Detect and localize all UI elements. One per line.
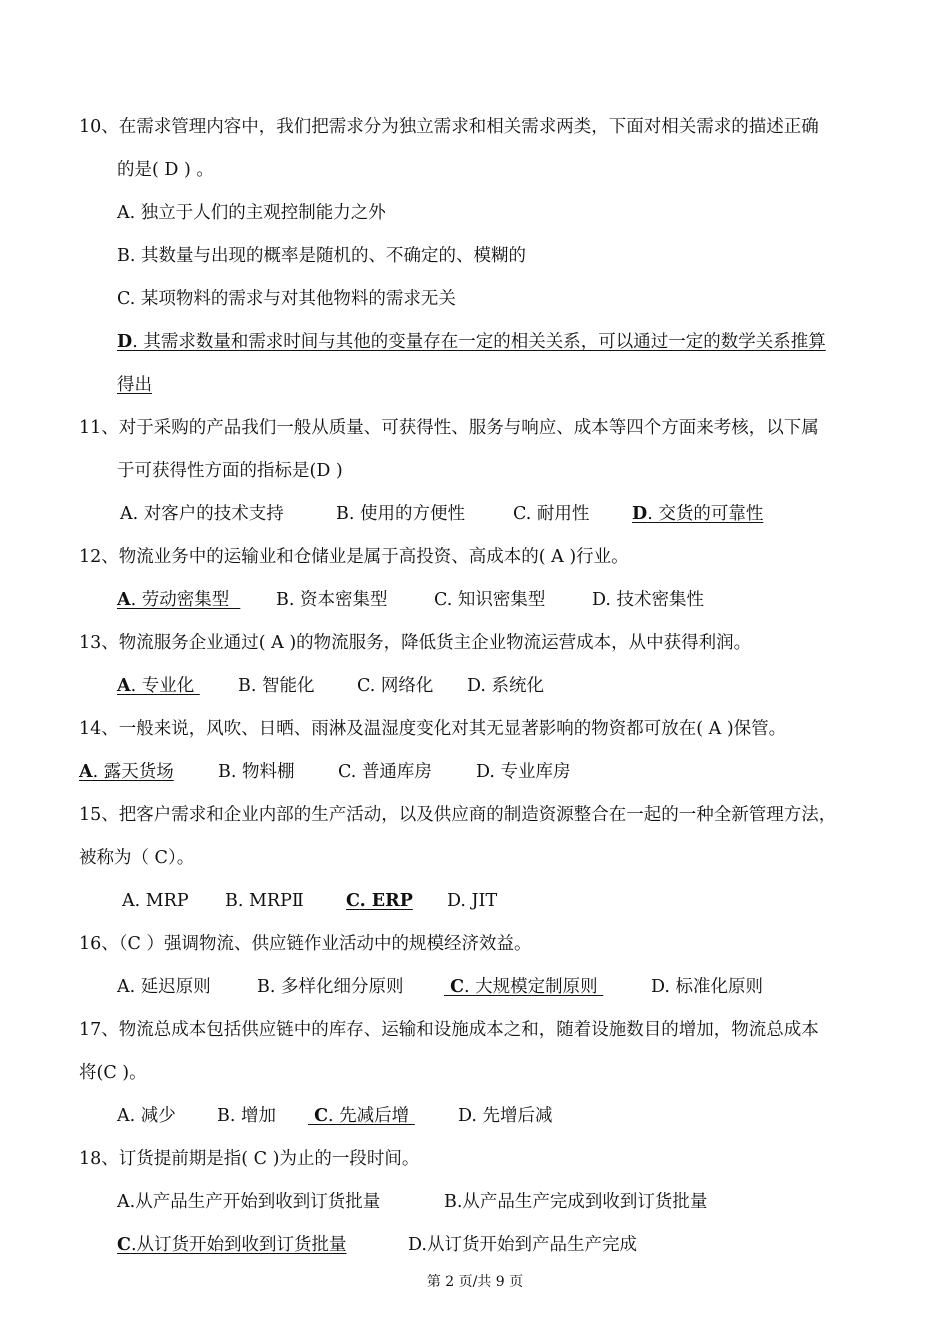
question-11-option-d-answer [632,502,763,526]
answer-text: . 大规模定制原则 [464,977,604,997]
question-15-option-d: D. JIT [447,891,498,911]
question-14-option-d: D. 专业库房 [476,762,571,782]
question-17-stem: 17、物流总成本包括供应链中的库存、运输和设施成本之和，随着设施数目的增加，物流总成本 [79,1020,819,1040]
question-11-option-a: A. 对客户的技术支持 [120,504,284,524]
question-16-option-c-answer [444,975,603,999]
answer-text: . 先减后增 [328,1106,415,1126]
answer-letter: A [79,762,93,782]
question-12-option-d: D. 技术密集性 [592,590,705,610]
question-17-option-c-answer [308,1104,415,1128]
question-10-option-b: B. 其数量与出现的概率是随机的、不确定的、模糊的 [117,246,526,266]
question-17-stem-cont: 将(C )。 [79,1063,147,1083]
question-13-option-a-answer [117,674,200,698]
question-12-option-a-answer [117,588,240,612]
question-18-option-c-answer [117,1233,347,1257]
answer-text: . 其需求数量和需求时间与其他的变量存在一定的相关关系，可以通过一定的数学关系推算 [132,332,826,352]
question-14-option-c: C. 普通库房 [338,762,432,782]
question-18-stem: 18、订货提前期是指( C )为止的一段时间。 [79,1149,420,1169]
question-14-option-a-answer [79,760,174,784]
question-12-option-b: B. 资本密集型 [276,590,388,610]
question-11-stem-cont: 于可获得性方面的指标是(D ) [117,461,343,481]
question-15-option-a: A. MRP [122,891,189,911]
question-15-option-b: B. MRPⅡ [225,891,304,911]
question-15-option-c-answer [346,889,413,913]
answer-letter: A [117,590,131,610]
answer-letter: C [308,1106,329,1126]
question-10-option-d-answer-cont: 得出 [117,375,152,395]
question-11-option-c: C. 耐用性 [513,504,590,524]
question-13-stem: 13、物流服务企业通过( A )的物流服务，降低货主企业物流运营成本，从中获得利润。 [79,633,752,653]
question-18-option-a: A.从产品生产开始到收到订货批量 [117,1192,381,1212]
answer-letter: C [117,1235,131,1255]
question-12-stem: 12、物流业务中的运输业和仓储业是属于高投资、高成本的( A )行业。 [79,547,629,567]
answer-letter: A [117,676,131,696]
question-14-option-b: B. 物料棚 [218,762,295,782]
answer-text: . ERP [359,891,413,911]
question-13-option-c: C. 网络化 [357,676,434,696]
question-13-option-b: B. 智能化 [238,676,315,696]
question-17-option-b: B. 增加 [217,1106,276,1126]
question-18-option-d: D.从订货开始到产品生产完成 [408,1235,637,1255]
question-10-option-d-answer [117,330,826,354]
question-18-option-b: B.从产品生产完成到收到订货批量 [444,1192,708,1212]
question-10-stem: 10、在需求管理内容中，我们把需求分为独立需求和相关需求两类，下面对相关需求的描述正确 [79,117,819,137]
question-11-stem: 11、对于采购的产品我们一般从质量、可获得性、服务与响应、成本等四个方面来考核，以下属 [79,418,819,438]
question-16-option-a: A. 延迟原则 [117,977,211,997]
answer-text: . 专业化 [130,676,200,696]
question-13-option-d: D. 系统化 [467,676,545,696]
question-10-option-a: A. 独立于人们的主观控制能力之外 [117,203,386,223]
answer-text: . 露天货场 [92,762,174,782]
question-14-stem: 14、一般来说，风吹、日晒、雨淋及温湿度变化对其无显著影响的物资都可放在( A )保管。 [79,719,787,739]
question-16-stem: 16、（C ）强调物流、供应链作业活动中的规模经济效益。 [79,934,532,954]
question-15-stem: 15、把客户需求和企业内部的生产活动，以及供应商的制造资源整合在一起的一种全新管理方法， [79,805,837,825]
answer-text: . 交货的可靠性 [647,504,764,524]
answer-letter: D [632,504,648,524]
answer-letter: C [346,891,360,911]
answer-text: . 劳动密集型 [130,590,241,610]
question-16-option-d: D. 标准化原则 [651,977,764,997]
question-17-option-a: A. 减少 [117,1106,176,1126]
question-16-option-b: B. 多样化细分原则 [257,977,404,997]
page-number-footer: 第 2 页/共 9 页 [426,1274,524,1290]
question-10-stem-cont: 的是( D ) 。 [117,160,214,180]
answer-text: .从订货开始到收到订货批量 [130,1235,347,1255]
question-12-option-c: C. 知识密集型 [434,590,546,610]
answer-letter: C [444,977,465,997]
answer-letter: D [117,332,133,352]
question-15-stem-cont: 被称为（ C）。 [79,848,195,868]
question-17-option-d: D. 先增后减 [458,1106,553,1126]
question-11-option-b: B. 使用的方便性 [336,504,465,524]
question-10-option-c: C. 某项物料的需求与对其他物料的需求无关 [117,289,456,309]
